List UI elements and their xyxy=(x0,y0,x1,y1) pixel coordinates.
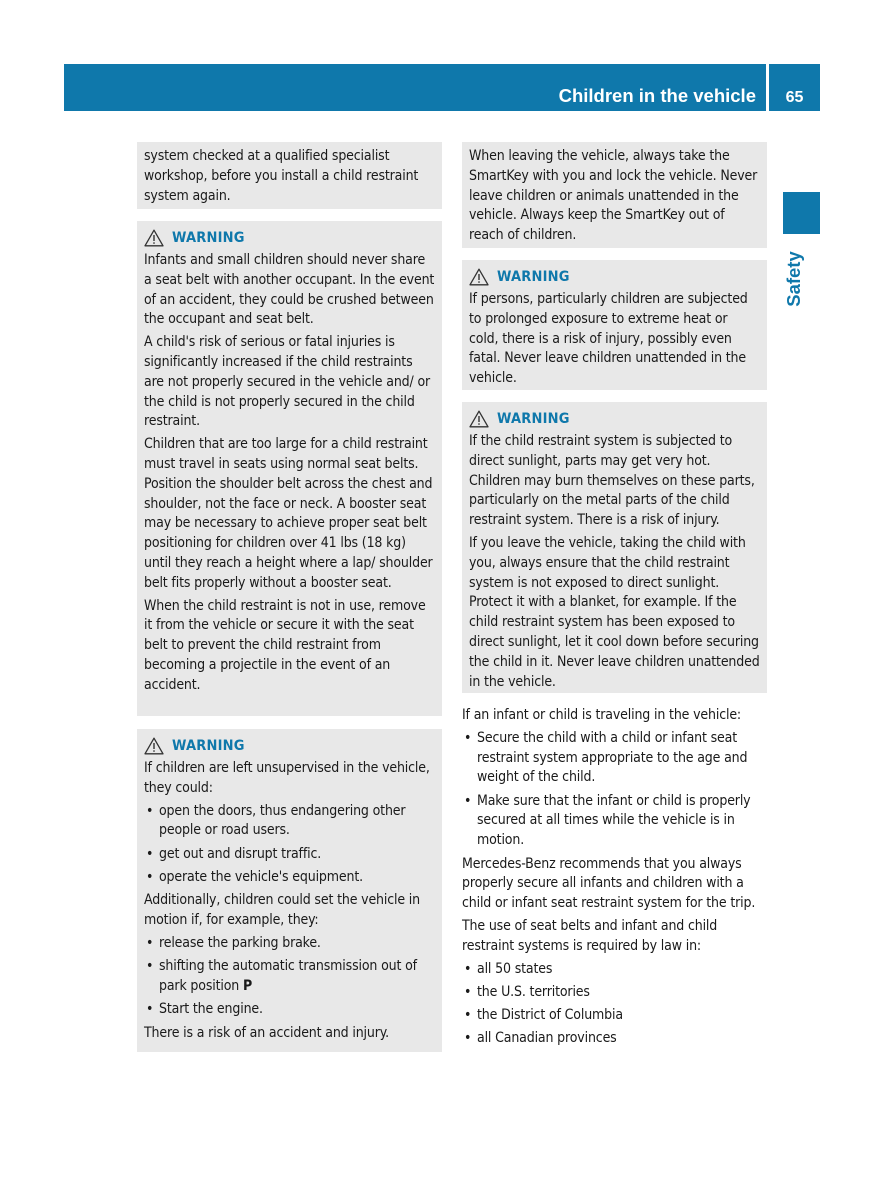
page-number: 65 xyxy=(785,89,804,106)
list-item: • the District of Columbia xyxy=(462,1006,772,1026)
note-box-right xyxy=(462,142,767,248)
warning-box-heat xyxy=(462,260,767,390)
warning-paragraph: Infants and small children should never share a seat belt with another occupant. In the event of an accident, they could be crushed between the occupant and seat belt. xyxy=(144,252,435,328)
bullet-list xyxy=(462,960,772,1050)
warning-paragraph: If the child restraint system is subjected to direct sunlight, parts may get very hot. Children may burn themselves on these parts, particularly on the metal parts of the child restraint system. There is a risk of injury. xyxy=(469,433,755,529)
warning-header xyxy=(469,267,760,287)
warning-title: WARNING xyxy=(497,411,570,427)
list-item: • Start the engine. xyxy=(144,1000,435,1020)
warning-box-sunlight xyxy=(462,402,767,693)
note-text: When leaving the vehicle, always take the SmartKey with you and lock the vehicle. Never leave children or animals unattended in the vehicle. Always keep the SmartKey out of reach of children. xyxy=(469,148,758,244)
warning-triangle-icon xyxy=(144,737,164,755)
warning-box-seat-belt xyxy=(137,221,442,716)
warning-paragraph: If children are left unsupervised in the vehicle, they could: xyxy=(144,760,430,796)
side-tab-label: Safety xyxy=(783,251,804,307)
list-item: • Secure the child with a child or infant seat restraint system appropriate to the age and weight of the child. xyxy=(462,729,772,788)
body-paragraph: Mercedes-Benz recommends that you always properly secure all infants and children with a child or infant seat restraint system for the trip. xyxy=(462,855,756,912)
warning-title: WARNING xyxy=(497,269,570,285)
warning-triangle-icon xyxy=(144,229,164,247)
bullet-list xyxy=(462,729,772,851)
header-bar xyxy=(64,64,766,111)
note-box-left xyxy=(137,142,442,209)
note-text: system checked at a qualified specialist workshop, before you install a child restraint system again. xyxy=(144,148,419,204)
body-text-right xyxy=(462,706,772,1053)
list-item: • all 50 states xyxy=(462,960,772,980)
body-paragraph: The use of seat belts and infant and child restraint systems is required by law in: xyxy=(462,917,718,954)
warning-header xyxy=(144,228,435,248)
warning-paragraph: A child's risk of serious or fatal injuries is significantly increased if the child restraints are not properly secured in the vehicle and/ or the child is not properly secured in the child restraint. xyxy=(144,334,431,430)
warning-box-unsupervised xyxy=(137,729,442,1052)
warning-header xyxy=(469,409,760,429)
warning-triangle-icon xyxy=(469,410,489,428)
page-number-box xyxy=(769,64,820,111)
bullet-list xyxy=(144,934,435,1020)
bullet-list xyxy=(144,802,435,888)
warning-title: WARNING xyxy=(172,738,245,754)
warning-header xyxy=(144,736,435,756)
side-tab-marker xyxy=(783,192,820,234)
warning-paragraph: If persons, particularly children are subjected to prolonged exposure to extreme heat or cold, there is a risk of injury, possibly even fatal. Never leave children unattended in the vehicle. xyxy=(469,291,748,387)
list-item: • operate the vehicle's equipment. xyxy=(144,868,435,888)
list-item: • release the parking brake. xyxy=(144,934,435,954)
warning-paragraph: Children that are too large for a child restraint must travel in seats using normal seat belts. Position the shoulder belt across the chest and shoulder, not the face or neck. A booster seat may be necessary to achieve proper seat belt positioning for children over 41 lbs (18 kg) until they reach a height where a lap/ shoulder belt fits properly without a booster seat. xyxy=(144,436,433,591)
gear-position-label: P xyxy=(242,977,253,994)
list-item: • open the doors, thus endangering other people or road users. xyxy=(144,802,435,842)
side-tab xyxy=(778,244,810,314)
warning-paragraph: If you leave the vehicle, taking the child with you, always ensure that the child restraint system is not exposed to direct sunlight. Protect it with a blanket, for example. If the child restraint system has been exposed to direct sunlight, let it cool down before securing the child in it. Never leave children unattended in the vehicle. xyxy=(469,534,760,690)
list-item-text: shifting the automatic transmission out of park position xyxy=(159,958,417,994)
warning-triangle-icon xyxy=(469,268,489,286)
warning-title: WARNING xyxy=(172,230,245,246)
list-item: • get out and disrupt traffic. xyxy=(144,845,435,865)
list-item xyxy=(144,957,435,997)
warning-paragraph: Additionally, children could set the vehicle in motion if, for example, they: xyxy=(144,892,420,929)
body-paragraph: If an infant or child is traveling in the vehicle: xyxy=(462,707,742,723)
list-item: • all Canadian provinces xyxy=(462,1029,772,1049)
warning-paragraph: There is a risk of an accident and injury. xyxy=(144,1024,389,1041)
list-item: • Make sure that the infant or child is properly secured at all times while the vehicle is in motion. xyxy=(462,792,772,851)
list-item: • the U.S. territories xyxy=(462,983,772,1003)
warning-paragraph: When the child restraint is not in use, remove it from the vehicle or secure it with the seat belt to prevent the child restraint from becoming a projectile in the event of an accident. xyxy=(144,597,426,693)
section-title: Children in the vehicle xyxy=(558,85,756,106)
